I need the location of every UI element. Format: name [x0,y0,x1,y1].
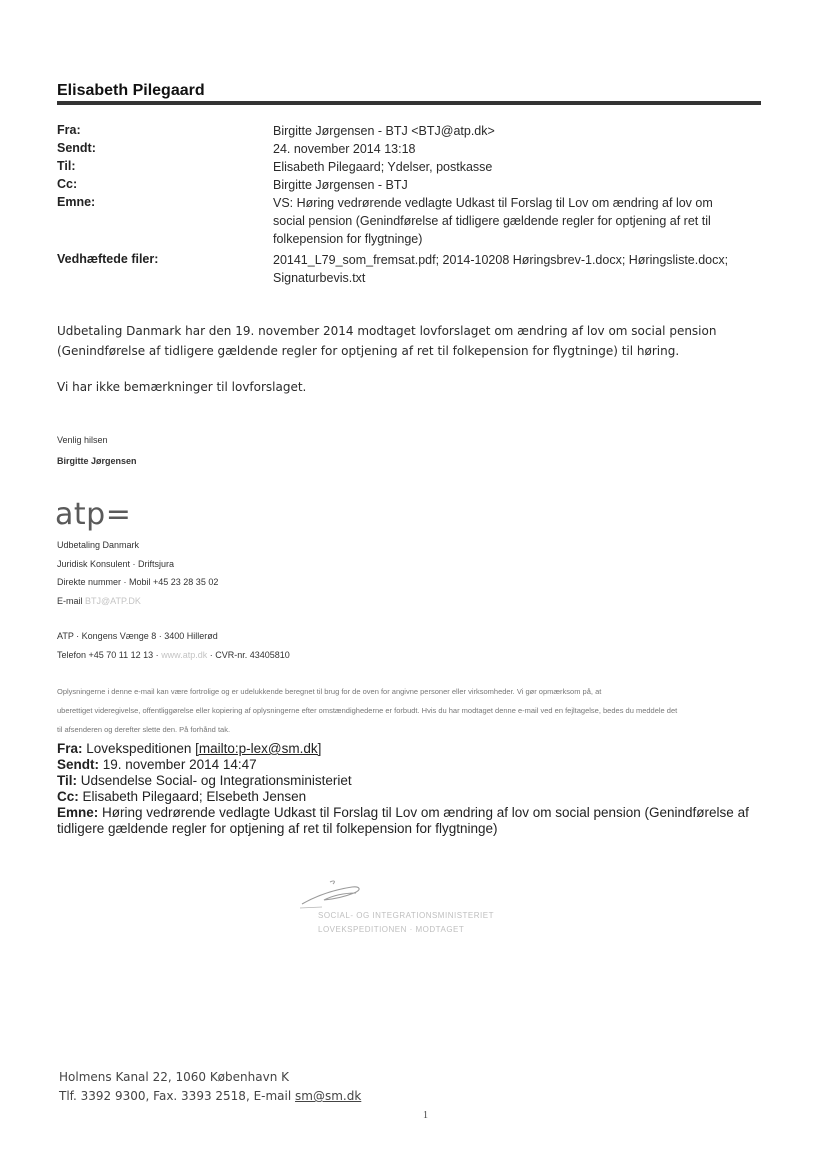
handwritten-signature [300,878,370,912]
disclaimer-line-1: Oplysningerne i denne e-mail kan være fortrolige og er udelukkende beregnet til brug for de oven for angivne personer eller virksomheder. Vi gør opmærksom på, at [57,687,602,696]
signature-title: Juridisk Konsulent · Driftsjura [57,559,175,569]
forwarded-from-value: Lovekspeditionen [86,741,192,756]
signature-cvr: · CVR-nr. 43405810 [209,650,290,660]
signer-name: Birgitte Jørgensen [57,456,137,466]
cc-label: Cc: [57,177,78,191]
signature-website-link[interactable]: www.atp.dk [161,650,208,660]
subject-label: Emne: [57,195,96,209]
disclaimer-line-3: til afsenderen og derefter slette den. På forhånd tak. [57,725,231,734]
atp-logo: atp= [55,497,132,532]
sent-label: Sendt: [57,141,96,155]
forwarded-to [57,773,787,789]
forwarded-from-mailto-link[interactable]: [mailto:p-lex@sm.dk] [195,741,322,756]
signature-org: Udbetaling Danmark [57,540,140,550]
forwarded-cc [57,789,787,805]
signature-phone: Direkte nummer · Mobil +45 23 28 35 02 [57,577,219,587]
signature-email [57,592,141,610]
forwarded-subject-line-2: tidligere gældende regler for optjening af ret til folkepension for flygtninge) [57,821,498,836]
forwarded-to-label: Til: [57,773,77,788]
forwarded-subject-line-1: Høring vedrørende vedlagte Udkast til Forslag til Lov om ændring af lov om social pension (Genindførelse af [102,805,749,820]
forwarded-to-value: Udsendelse Social- og Integrationsministeriet [80,773,352,788]
forwarded-from [57,741,787,757]
from-value: Birgitte Jørgensen - BTJ <BTJ@atp.dk> [273,124,495,138]
footer-address: Holmens Kanal 22, 1060 København K [59,1070,289,1084]
attachments-label: Vedhæftede filer: [57,252,159,266]
stamp-line-1: SOCIAL- OG INTEGRATIONSMINISTERIET [318,911,494,920]
attachments-line-2[interactable]: Signaturbevis.txt [273,271,366,285]
forwarded-sent-label: Sendt: [57,757,99,772]
footer-contact-text: Tlf. 3392 9300, Fax. 3393 2518, E-mail [59,1089,292,1103]
body-paragraph-1-line-1: Udbetaling Danmark har den 19. november 2014 modtaget lovforslaget om ændring af lov om social pension [57,324,717,338]
signature-telefon-line [57,646,290,664]
sent-value: 24. november 2014 13:18 [273,142,416,156]
cc-value: Birgitte Jørgensen - BTJ [273,178,408,192]
to-label: Til: [57,159,76,173]
attachments-line-1[interactable]: 20141_L79_som_fremsat.pdf; 2014-10208 Høringsbrev-1.docx; Høringsliste.docx; [273,253,729,267]
to-value: Elisabeth Pilegaard; Ydelser, postkasse [273,160,493,174]
body-paragraph-2: Vi har ikke bemærkninger til lovforslaget. [57,380,307,394]
greeting: Venlig hilsen [57,435,108,445]
forwarded-cc-value: Elisabeth Pilegaard; Elsebeth Jensen [82,789,307,804]
disclaimer-line-2: uberettiget videregivelse, offentliggørelse eller kopiering af oplysningerne efter omstændighederne er forbudt. Hvis du har modtaget denne e-mail ved en fejltagelse, bedes du meddele det [57,706,678,715]
forwarded-from-label: Fra: [57,741,83,756]
forwarded-subject [57,805,787,821]
subject-line-3: folkepension for flygtninge) [273,232,423,246]
forwarded-subject-label: Emne: [57,805,99,820]
signature-email-link[interactable]: BTJ@ATP.DK [85,596,141,606]
body-paragraph-1-line-2: (Genindførelse af tidligere gældende regler for optjening af ret til folkepension for flygtninge) til høring. [57,344,680,358]
signature-address: ATP · Kongens Vænge 8 · 3400 Hillerød [57,631,218,641]
page-number: 1 [423,1110,428,1121]
subject-line-2: social pension (Genindførelse af tidligere gældende regler for optjening af ret til [273,214,711,228]
footer-email-link[interactable]: sm@sm.dk [295,1089,362,1103]
footer-contact [59,1089,361,1103]
stamp-line-2: LOVEKSPEDITIONEN · MODTAGET [318,925,465,934]
forwarded-sent [57,757,787,773]
signature-email-label: E-mail [57,596,83,606]
subject-line-1: VS: Høring vedrørende vedlagte Udkast til Forslag til Lov om ændring af lov om [273,196,713,210]
forwarded-sent-value: 19. november 2014 14:47 [102,757,257,772]
header-rule [57,101,761,105]
forwarded-cc-label: Cc: [57,789,79,804]
owner-name: Elisabeth Pilegaard [57,82,205,99]
signature-telefon: Telefon +45 70 11 12 13 · [57,650,159,660]
from-label: Fra: [57,123,81,137]
